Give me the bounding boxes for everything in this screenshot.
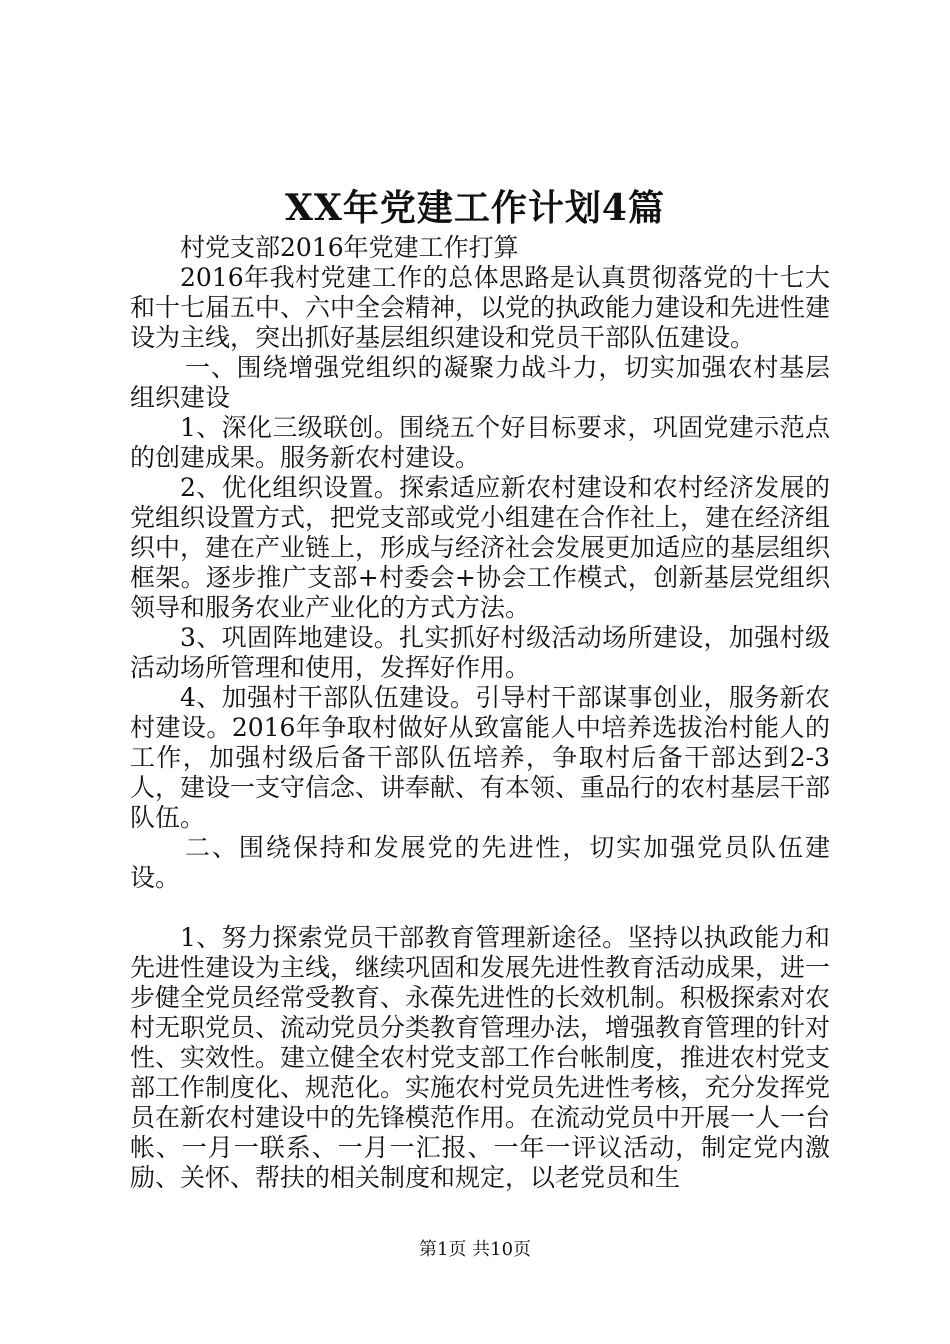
section-heading-1: 一、围绕增强党组织的凝聚力战斗力，切实加强农村基层组织建设	[130, 353, 830, 412]
paragraph-item-1: 1、深化三级联创。围绕五个好目标要求，巩固党建示范点的创建成果。服务新农村建设。	[130, 413, 830, 472]
section-heading-2: 二、围绕保持和发展党的先进性，切实加强党员队伍建设。	[130, 833, 830, 892]
page-footer: 第1页 共10页	[418, 1239, 532, 1260]
paragraph-item-2: 2、优化组织设置。探索适应新农村建设和农村经济发展的党组织设置方式，把党支部或党小组建在合作社上，建在经济组织中，建在产业链上，形成与经济社会发展更加适应的基层组织框架。逐步推广支部+村委会+协会工作模式，创新基层党组织领导和服务农业产业化的方式方法。	[130, 473, 831, 622]
paragraph-item-2-1: 1、努力探索党员干部教育管理新途径。坚持以执政能力和先进性建设为主线，继续巩固和发展先进性教育活动成果，进一步健全党员经常受教育、永葆先进性的长效机制。积极探索对农村无职党员、流动党员分类教育管理办法，增强教育管理的针对性、实效性。建立健全农村党支部工作台帐制度，推进农村党支部工作制度化、规范化。实施农村党员先进性考核，充分发挥党员在新农村建设中的先锋模范作用。在流动党员中开展一人一台帐、一月一联系、一月一汇报、一年一评议活动，制定党内激励、关怀、帮扶的相关制度和规定，以老党员和生	[130, 923, 831, 1192]
document-body	[130, 233, 830, 1193]
paragraph-item-3: 3、巩固阵地建设。扎实抓好村级活动场所建设，加强村级活动场所管理和使用，发挥好作用。	[130, 623, 830, 682]
document-title: XX年党建工作计划4篇	[285, 187, 665, 229]
paragraph-overview: 2016年我村党建工作的总体思路是认真贯彻落党的十七大和十七届五中、六中全会精神，以党的执政能力建设和先进性建设为主线，突出抓好基层组织建设和党员干部队伍建设。	[130, 263, 831, 352]
paragraph-gap	[130, 893, 830, 923]
paragraph-item-4: 4、加强村干部队伍建设。引导村干部谋事创业，服务新农村建设。2016年争取村做好从致富能人中培养选拔治村能人的工作，加强村级后备干部队伍培养，争取村后备干部达到2-3人，建设一支守信念、讲奉献、有本领、重品行的农村基层干部队伍。	[130, 683, 831, 832]
paragraph-subtitle: 村党支部2016年党建工作打算	[180, 233, 519, 262]
